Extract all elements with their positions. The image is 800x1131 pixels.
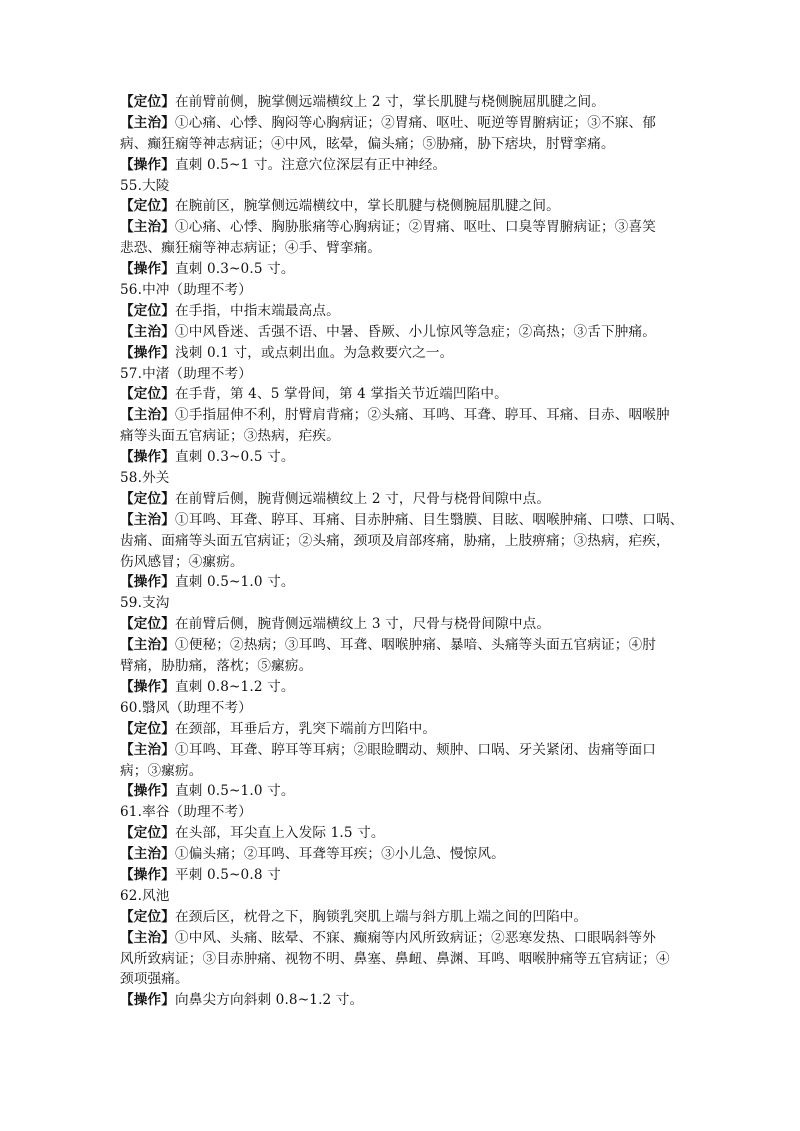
entry-tag: 【操作】 <box>120 783 175 800</box>
entry-text: 在前臂后侧，腕背侧远端横纹上 3 寸，尺骨与桡骨间隙中点。 <box>174 616 551 633</box>
entry-line <box>120 259 695 280</box>
entry-text: ①心痛、心悸、胸胁胀痛等心胸病证；②胃痛、呕吐、口臭等胃腑病证；③喜笑 <box>174 219 657 236</box>
entry-line <box>120 677 695 698</box>
entry-text: 在手背，第 4、5 掌骨间，第 4 掌指关节近端凹陷中。 <box>174 386 508 403</box>
entry-text: 浅刺 0.1 寸，或点刺出血。为急救要穴之一。 <box>174 344 454 361</box>
acupoint-heading: 59.支沟 <box>120 595 170 612</box>
entry-text: ①心痛、心悸、胸闷等心胸病证；②胃痛、呕吐、呃逆等胃腑病证；③不寐、郁 <box>174 114 657 131</box>
entry-text: 直刺 0.5~1.0 寸。 <box>174 783 295 800</box>
entry-tag: 【定位】 <box>120 720 175 737</box>
entry-tag: 【主治】 <box>120 407 175 424</box>
entry-text: 在前臂后侧，腕背侧远端横纹上 2 寸，尺骨与桡骨间隙中点。 <box>174 490 551 507</box>
continuation-line: 颈项强痛。 <box>120 971 189 988</box>
entry-text: 直刺 0.5~1.0 寸。 <box>174 574 295 591</box>
document-page <box>120 92 695 1011</box>
continuation-line: 病；③瘰疬。 <box>120 762 203 779</box>
entry-line <box>120 343 695 364</box>
continuation-line: 悲恐、癫狂痫等神志病证；④手、臂挛痛。 <box>120 240 382 257</box>
entry-line <box>120 489 695 510</box>
entry-line <box>120 572 695 593</box>
entry-tag: 【主治】 <box>120 846 175 863</box>
acupoint-heading: 55.大陵 <box>120 177 170 194</box>
entry-text: 直刺 0.5~1 寸。注意穴位深层有正中神经。 <box>174 156 447 173</box>
continuation-line: 风所致病证；③目赤肿痛、视物不明、鼻塞、鼻衄、鼻渊、耳鸣、咽喉肿痛等五官病证；④ <box>120 950 670 967</box>
entry-tag: 【操作】 <box>120 344 175 361</box>
entry-tag: 【主治】 <box>120 929 175 946</box>
entry-line <box>120 781 695 802</box>
entry-line <box>120 92 695 113</box>
entry-text: ①中风、头痛、眩晕、不寐、癫痫等内风所致病证；②恶寒发热、口眼㖞斜等外 <box>174 929 657 946</box>
entry-text: 在颈部，耳垂后方，乳突下端前方凹陷中。 <box>174 720 437 737</box>
entry-line <box>120 990 695 1011</box>
entry-line <box>120 865 695 886</box>
acupoint-heading: 58.外关 <box>120 470 170 487</box>
acupoint-heading: 57.中渚（助理不考） <box>120 365 253 382</box>
entry-line <box>120 405 695 426</box>
continuation-line: 齿痛、面痛等头面五官病证；②头痛，颈项及肩部疼痛，胁痛，上肢痹痛；③热病，疟疾， <box>120 532 670 549</box>
entry-tag: 【操作】 <box>120 156 175 173</box>
entry-line <box>120 113 695 134</box>
entry-tag: 【操作】 <box>120 574 175 591</box>
entry-tag: 【主治】 <box>120 637 175 654</box>
continuation-line: 痛等头面五官病证；③热病，疟疾。 <box>120 428 340 445</box>
entry-text: 直刺 0.3~0.5 寸。 <box>174 449 295 466</box>
entry-text: 在腕前区，腕掌侧远端横纹中，掌长肌腱与桡侧腕屈肌腱之间。 <box>174 198 560 215</box>
entry-tag: 【定位】 <box>120 825 175 842</box>
entry-text: ①耳鸣、耳聋、聤耳等耳病；②眼睑瞤动、颊肿、口㖞、牙关紧闭、齿痛等面口 <box>174 741 657 758</box>
continuation-line: 臂痛，胁肋痛，落枕；⑤瘰疬。 <box>120 658 313 675</box>
entry-tag: 【定位】 <box>120 302 175 319</box>
entry-line <box>120 510 695 531</box>
entry-line <box>120 196 695 217</box>
entry-tag: 【定位】 <box>120 198 175 215</box>
entry-line <box>120 614 695 635</box>
entry-text: 在颈后区，枕骨之下，胸锁乳突肌上端与斜方肌上端之间的凹陷中。 <box>174 908 588 925</box>
entry-tag: 【定位】 <box>120 616 175 633</box>
entry-text: ①耳鸣、耳聋、聤耳、耳痛、目赤肿痛、目生翳膜、目眩、咽喉肿痛、口噤、口㖞、 <box>174 511 684 528</box>
entry-line <box>120 155 695 176</box>
entry-line <box>120 740 695 761</box>
entry-line <box>120 823 695 844</box>
entry-tag: 【主治】 <box>120 741 175 758</box>
entry-line <box>120 907 695 928</box>
entry-text: ①中风昏迷、舌强不语、中暑、昏厥、小儿惊风等急症；②高热；③舌下肿痛。 <box>174 323 657 340</box>
acupoint-heading: 61.率谷（助理不考） <box>120 804 253 821</box>
acupoint-heading: 60.翳风（助理不考） <box>120 699 253 716</box>
entry-tag: 【操作】 <box>120 449 175 466</box>
entry-text: 在头部，耳尖直上入发际 1.5 寸。 <box>174 825 385 842</box>
entry-tag: 【主治】 <box>120 219 175 236</box>
entry-line <box>120 301 695 322</box>
entry-line <box>120 322 695 343</box>
entry-tag: 【定位】 <box>120 490 175 507</box>
entry-line <box>120 719 695 740</box>
entry-tag: 【主治】 <box>120 114 175 131</box>
entry-text: 直刺 0.8~1.2 寸。 <box>174 678 295 695</box>
entry-line <box>120 844 695 865</box>
entry-text: 向鼻尖方向斜刺 0.8~1.2 寸。 <box>174 992 364 1009</box>
entry-text: 平刺 0.5~0.8 寸 <box>174 866 281 883</box>
entry-line <box>120 928 695 949</box>
continuation-line: 伤风感冒；④瘰疬。 <box>120 553 244 570</box>
entry-tag: 【操作】 <box>120 261 175 278</box>
continuation-line: 病、癫狂痫等神志病证；④中风，眩晕，偏头痛；⑤胁痛，胁下痞块，肘臂挛痛。 <box>120 135 615 152</box>
entry-tag: 【定位】 <box>120 94 175 110</box>
entry-text: 在手指，中指末端最高点。 <box>174 302 340 319</box>
entry-tag: 【操作】 <box>120 992 175 1009</box>
acupoint-heading: 56.中冲（助理不考） <box>120 282 253 299</box>
entry-tag: 【定位】 <box>120 386 175 403</box>
acupoint-heading: 62.风池 <box>120 887 170 904</box>
entry-line <box>120 217 695 238</box>
entry-tag: 【操作】 <box>120 866 175 883</box>
entry-tag: 【主治】 <box>120 323 175 340</box>
entry-text: 直刺 0.3~0.5 寸。 <box>174 261 295 278</box>
entry-text: ①便秘；②热病；③耳鸣、耳聋、咽喉肿痛、暴喑、头痛等头面五官病证；④肘 <box>174 637 657 654</box>
entry-tag: 【定位】 <box>120 908 175 925</box>
entry-tag: 【主治】 <box>120 511 175 528</box>
entry-text: ①手指屈伸不利，肘臂肩背痛；②头痛、耳鸣、耳聋、聤耳、耳痛、目赤、咽喉肿 <box>174 407 670 424</box>
entry-line <box>120 635 695 656</box>
entry-text: 在前臂前侧，腕掌侧远端横纹上 2 寸，掌长肌腱与桡侧腕屈肌腱之间。 <box>174 94 606 110</box>
entry-line <box>120 447 695 468</box>
entry-line <box>120 384 695 405</box>
entry-tag: 【操作】 <box>120 678 175 695</box>
entry-text: ①偏头痛；②耳鸣、耳聋等耳疾；③小儿急、慢惊风。 <box>174 846 505 863</box>
